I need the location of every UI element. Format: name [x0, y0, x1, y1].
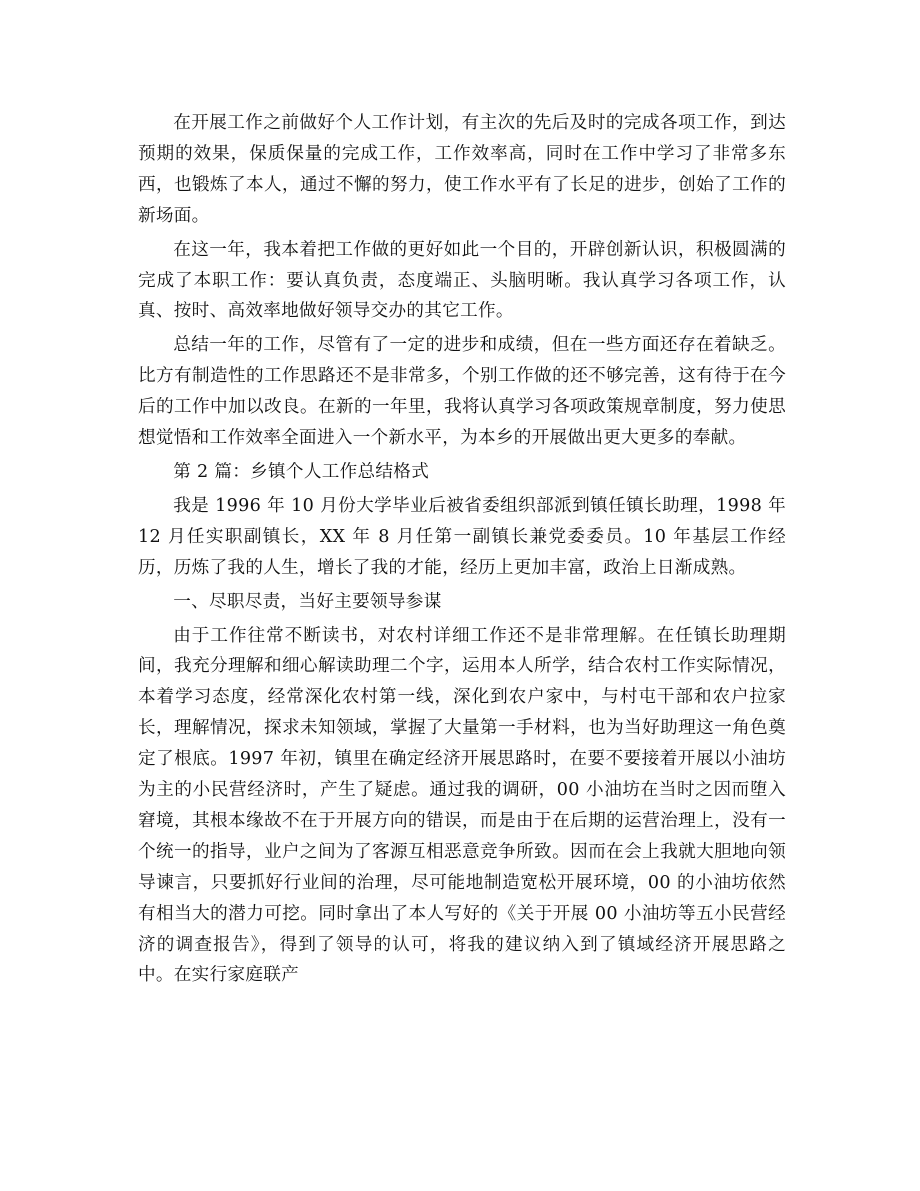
- paragraph-work-plan: 在开展工作之前做好个人工作计划，有主次的先后及时的完成各项工作，到达预期的效果，保质保量的完成工作，工作效率高，同时在工作中学习了非常多东西，也锻炼了本人，通过不懈的努力，使工作水平有了长足的进步，创始了工作的新场面。: [138, 113, 786, 226]
- section-heading-article-2: 第 2 篇：乡镇个人工作总结格式: [173, 461, 430, 482]
- paragraph-summary: 总结一年的工作，尽管有了一定的进步和成绩，但在一些方面还存在着缺乏。比方有制造性的工作思路还不是非常多，个别工作做的还不够完善，这有待于在今后的工作中加以改良。在新的一年里，我将认真学习各项政策规章制度，努力使思想觉悟和工作效率全面进入一个新水平，为本乡的开展做出更大更多的奉献。: [138, 335, 786, 449]
- paragraph-assistant-period: 由于工作往常不断读书，对农村详细工作还不是非常理解。在任镇长助理期间，我充分理解和细心解读助理二个字，运用本人所学，结合农村工作实际情况，本着学习态度，经常深化农村第一线，深化到农户家中，与村屯干部和农户拉家长，理解情况，探求未知领域，掌握了大量第一手材料，也为当好助理这一角色奠定了根底。1997 年初，镇里在确定经济开展思路时，在要不要接着开展以小油坊为主的小民营经济时，产生了疑虑。通过我的调研，00 小油坊在当时之因而堕入窘境，其根本缘故不在于开展方向的错误，而是由于在后期的运营治理上，没有一个统一的指导，业户之间为了客源互相恶意竞争所致。因而在会上我就大胆地向领导谏言，只要抓好行业间的治理，尽可能地制造宽松开展环境，00 的小油坊依然有相当大的潜力可挖。同时拿出了本人写好的《关于开展 00 小油坊等五小民营经济的调查报告》，得到了领导的认可，将我的建议纳入到了镇域经济开展思路之中。在实行家庭联产: [138, 625, 786, 986]
- section-heading-duties: 一、尽职尽责，当好主要领导参谋: [173, 591, 442, 612]
- paragraph-career-history: 我是 1996 年 10 月份大学毕业后被省委组织部派到镇任镇长助理，1998 年 12 月任实职副镇长，XX 年 8 月任第一副镇长兼党委委员。10 年基层工作经历，历炼了我的人生，增长了我的才能，经历上更加丰富，政治上日渐成熟。: [138, 495, 786, 578]
- document-page: [138, 108, 786, 994]
- paragraph-this-year: 在这一年，我本着把工作做的更好如此一个目的，开辟创新认识，积极圆满的完成了本职工作：要认真负责，态度端正、头脑明晰。我认真学习各项工作，认真、按时、高效率地做好领导交办的其它工作。: [138, 239, 786, 322]
